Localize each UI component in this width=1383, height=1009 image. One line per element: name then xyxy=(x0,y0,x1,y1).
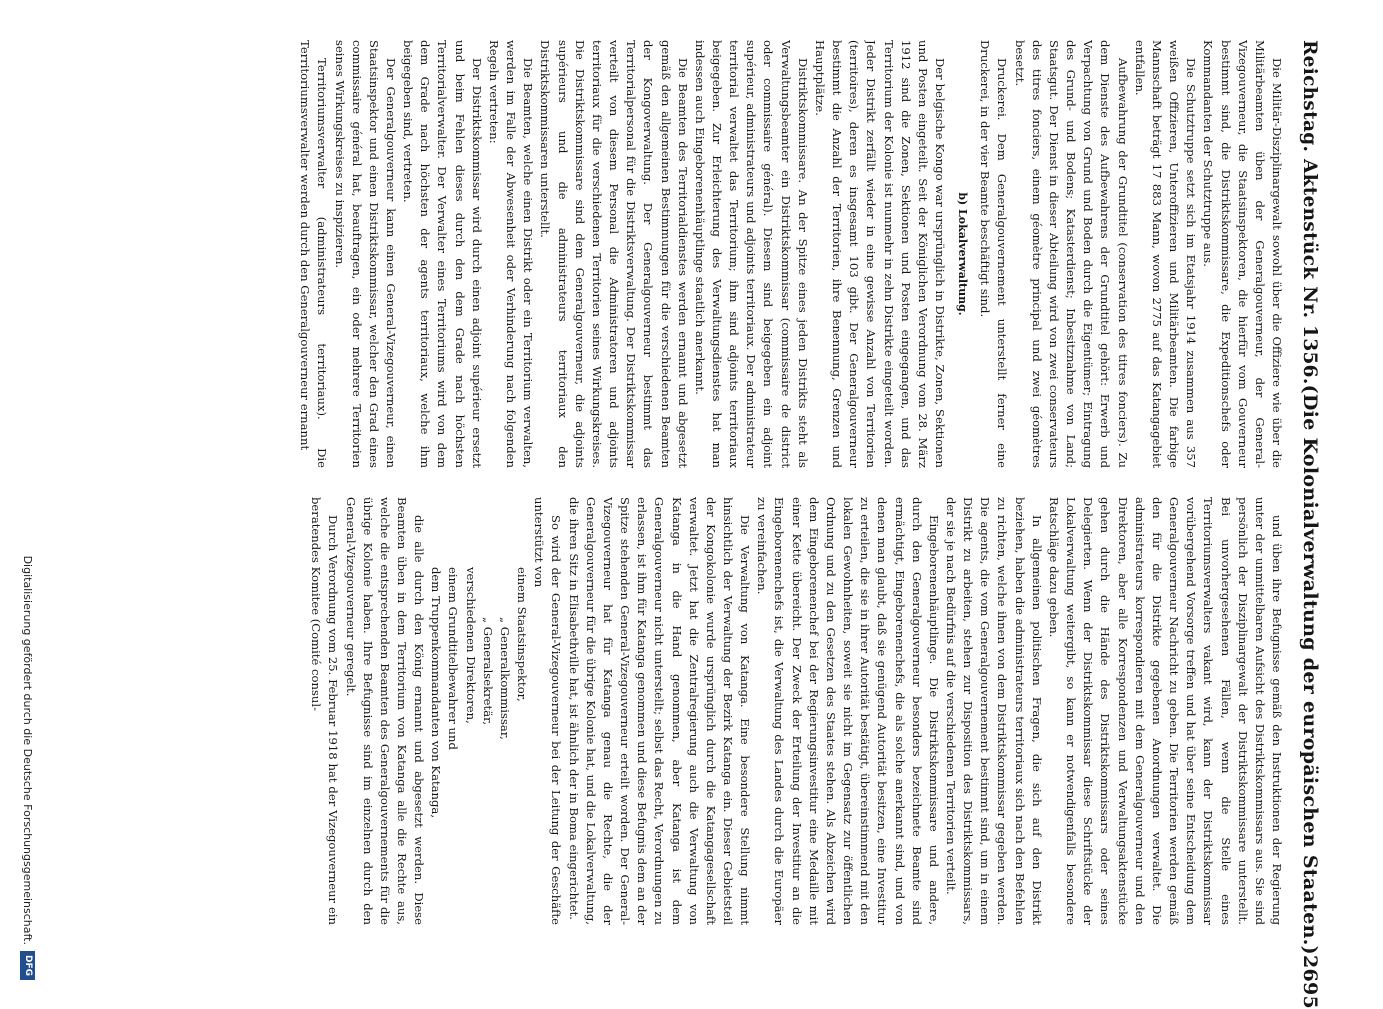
paragraph: Aufbewahrung der Grundtitel (conservation des titres fonciers). Zu dem Dienste des Aufbewahrens der Grundtitel gehört: Erwerb und Verpachtung von Grund und Boden durch die Eigentümer; Eintragung des Grund- und Bodens; Katasterdienst; Inbesitznahme von Land; Staatsgut. Der Dienst in dieser Abteilung wird von zwei conservateurs des titres fonciers, einem géomètre principal und zwei géomètres besetzt. xyxy=(1012,40,1130,468)
paragraph: In allgemeinen politischen Fragen, die sich auf den Distrikt beziehen, haben die administrateurs territoriaux sich nach den Befehlen zu richten, welche ihnen von dem Distriktskommissar gegeben werden. Die agents, die vom Generalgouvernement bestimmt sind, um in einem Distrikt zu arbeiten, stehen zur Disposition des Distriktskommissars, der sie je nach Bedürfnis auf die verschiedenen Territorien verteilt. xyxy=(944,497,1044,925)
list-item: „ Generalsekretär, xyxy=(480,617,495,726)
paragraph: Die Beamten des Territorialdienstes werden ernannt und abgesetzt gemäß den allgemeinen Bestimmungen für die verschiedenen Beamten der Kongoverwaltung. Der Generalgouverneur bestimmt das Territorialpersonal für die Distriktsverwaltung. Der Distriktskommissar verteilt von diesem Personal die Administratoren und adjoints territoriaux für die verschiedenen Territorien seines Wirkungskreises. Die Distriktskommissare sind dem Generalgouverneur, die adjoints supérieurs und die administrateurs territoriaux den Distriktskommissaren unterstellt. xyxy=(538,40,690,468)
paragraph: und üben ihre Befugnisse gemäß den Instruktionen der Regierung unter der unmittelbaren Aufsicht des Distriktskommissars aus. Sie sind persönlich der Disziplinargewalt der Distriktskommissare unterstellt. Bei unvorhergesehenen Fällen, wenn die Stelle eines Territoriumsverwalters vakant wird, kann der Distriktskommissar vorübergehend Vorsorge treffen und hat über seine Entscheidung dem Generalgouverneur Nachricht zu geben. Die Territorien werden gemäß den für die Distrikte gegebenen Anordnungen verwaltet. Die administrateurs korrespondieren mit dem Generalgouverneur und den Direktoren, aber alle Korrespondenzen und Verwaltungsaktenstücke gehen durch die Hände des Distriktskommissars oder seines Delegierten. Wenn der Distriktskommissar diese Schriftstücke der Lokalverwaltung weitergibt, so kann er notwendigenfalls besondere Ratschläge dazu geben. xyxy=(1046,497,1284,925)
digitization-footer xyxy=(18,80,38,980)
page-number: 2695 xyxy=(1299,954,1321,1009)
page-header xyxy=(1289,40,1321,1009)
list-item: „ Generalkommissar, xyxy=(497,617,512,740)
list-item: dem Truppenkommandanten von Katanga, xyxy=(429,567,444,819)
list-item: einem Staatsinspektor, xyxy=(515,567,530,702)
list-item: verschiedenen Direktoren, xyxy=(463,567,478,724)
paragraph: Die Militär-Disziplinargewalt sowohl über die Offiziere wie über die Militärbeamten üben der Generalgouverneur, der General-Vizegouverneur, die Staatsinspektoren, die hierfür vom Gouverneur bestimmt sind, die Distriktskommissare, die Expeditionschefs oder Kommandanten der Schutztruppe aus. xyxy=(1201,40,1284,468)
header-title-right: (Die Kolonialverwaltung der europäischen Staaten.) xyxy=(1299,384,1321,955)
paragraph: die alle durch den König ernannt und abgesetzt werden. Diese Beamten üben in dem Territorium von Katanga alle die Rechte aus, welche die entsprechenden Beamten des Generalgouvernements für die übrige Kolonie haben. Ihre Befugnisse sind im einzelnen durch den General-Vizegouverneur geregelt. xyxy=(343,497,427,925)
paragraph: Die Verwaltung von Katanga. Eine besondere Stellung nimmt hinsichtlich der Verwaltung der Bezirk Katanga ein. Dieser Gebietsteil der Kongokolonie wurde ursprünglich durch die Katangagesellschaft verwaltet. Jetzt hat die Zentralregierung auch die Verwaltung von Katanga in die Hand genommen, aber Katanga ist dem Generalgouverneur nicht unterstellt; selbst das Recht, Verordnungen zu erlassen, ist ihm für Katanga genommen und diese Befugnis dem an der Spitze stehenden General-Vizegouverneur erteilt worden. Der General-Vizegouverneur hat für Katanga genau die Rechte, die der Generalgouverneur für die übrige Kolonie hat, und die Lokalverwaltung, die ihren Sitz in Elisabethville hat, ist ähnlich der in Boma eingerichtet. xyxy=(566,497,753,925)
list-item: einem Grundtitelbewahrer und xyxy=(446,567,461,750)
paragraph: Durch Verordnung vom 25. Februar 1918 hat der Vizegouverneur ein beratendes Komitee (Comité consul- xyxy=(309,497,341,925)
paragraph: Die Schutztruppe setzt sich im Etatsjahr 1914 zusammen aus 357 weißen Offizieren, Unteroffizieren und Militärbeamten. Die farbige Mannschaft beträgt 17 883 Mann, wovon 2775 auf das Katangagebiet entfallen. xyxy=(1132,40,1199,468)
header-title-left: Reichstag. Aktenstück Nr. 1356. xyxy=(1299,40,1320,385)
paragraph: Distriktskommissare. An der Spitze eines jeden Distrikts steht als Verwaltungsbeamter ein Distriktskommissar (commissaire de district oder commissaire général). Diesem sind beigegeben ein adjoint supérieur, administrateurs und adjoints territoriaux. Der administrateur territorial verwaltet das Territorium; ihm sind adjoints territoriaux beigegeben. Zur Erleichterung des Verwaltungsdienstes hat man indessen auch Eingeborenenhäuptlinge staatlich anerkannt. xyxy=(692,40,810,468)
paragraph: Der Generalgouverneur kann einen General-Vizegouverneur, einen Staatsinspektor und einen Distriktskommissar, welcher den Grad eines commissaire général hat, beauftragen, ein oder mehrere Territorien seines Wirkungskreises zu inspizieren. xyxy=(332,40,399,468)
paragraph: Territoriumsverwalter (administrateurs territoriaux). Die Territoriumsverwalter werden durch den Generalgouverneur ernannt xyxy=(298,40,330,468)
text-columns xyxy=(70,40,1285,925)
paragraph: Der Distriktskommissar wird durch einen adjoint supérieur ersetzt und beim Fehlen dieses durch den dem Grade nach höchsten Territorialverwalter. Der Verwalter eines Territoriums wird von dem dem Grade nach höchsten der agents territoriaux, welche ihm beigegeben sind, vertreten. xyxy=(401,40,484,468)
left-column xyxy=(70,40,1285,468)
paragraph: Der belgische Kongo war ursprünglich in Distrikte, Zonen, Sektionen und Posten eingeteilt. Seit der Königlichen Verordnung vom 28. März 1912 sind die Zonen, Sektionen und Posten eingegangen, und das Territorium der Kolonie ist nunmehr in zehn Distrikte eingeteilt worden. Jeder Distrikt zerfällt wieder in eine gewisse Anzahl von Territorien (territoires), deren es insgesamt 103 gibt. Der Generalgouverneur bestimmt die Anzahl der Territorien, ihre Benennung, Grenzen und Hauptplätze. xyxy=(812,40,948,468)
section-subheading: b) Lokalverwaltung. xyxy=(956,192,970,316)
paragraph: Druckerei. Dem Generalgouvernement unterstellt ferner eine Druckerei, in der vier Beamte beschäftigt sind. xyxy=(978,40,1010,468)
paragraph: Eingeborenenhäuptlinge. Die Distriktskommissare und andere, durch den Generalgouverneur besonders bezeichnete Beamte sind ermächtigt, Eingeborenenchefs, die als solche anerkannt sind, und von denen man glaubt, daß sie genügend Autorität besitzen, eine Investitur zu erteilen, die sie in ihrer Autorität bestätigt, übereinstimmend mit den lokalen Gewohnheiten, soweit sie nicht im Gegensatz zur öffentlichen Ordnung und zu den Gesetzen des Staates stehen. Als Abzeichen wird dem Eingeborenenchef bei der Regierungsinvestitur eine Medaille mit einer Kette übereicht. Der Zweck der Erteilung der Investitur an die Eingeborenenchefs ist, die Verwaltung des Landes durch die Europäer zu vereinfachen. xyxy=(755,497,941,925)
paragraph: So wird der General-Vizegouverneur bei der Leitung der Geschäfte unterstützt von xyxy=(532,497,564,925)
paragraph: Die Beamten, welche einen Distrikt oder ein Territorium verwalten, werden im Falle der Abwesenheit oder Verhinderung nach folgenden Regeln vertreten: xyxy=(486,40,536,468)
right-column xyxy=(70,497,1285,925)
footer-text: Digitalisierung gefördert durch die Deutsche Forschungsgemeinschaft. xyxy=(21,555,35,945)
dfg-logo: DFG xyxy=(21,951,36,980)
